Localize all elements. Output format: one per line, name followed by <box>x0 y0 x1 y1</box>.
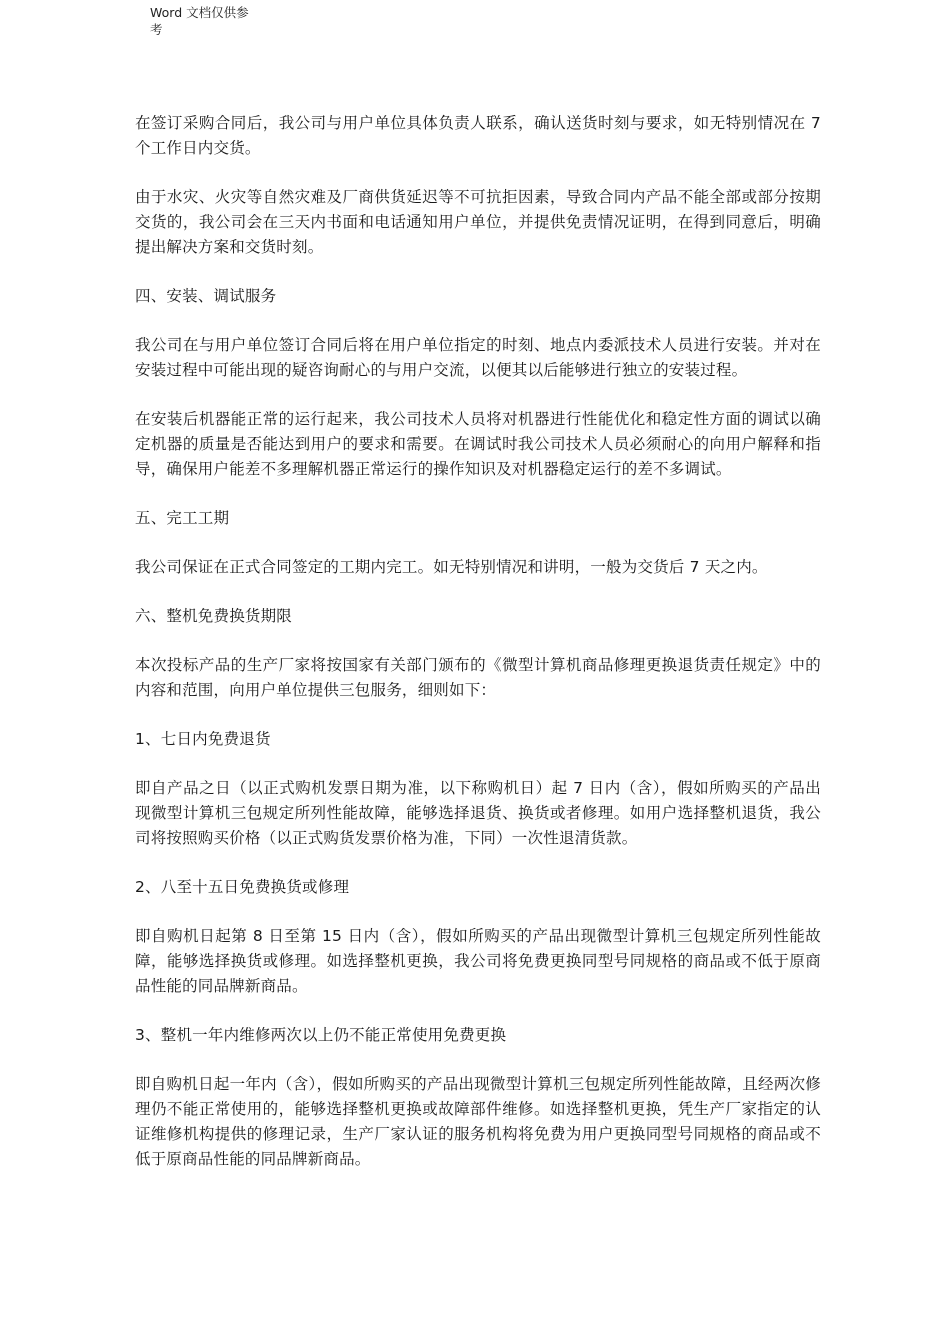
section-heading-installation: 四、安装、调试服务 <box>135 287 277 305</box>
paragraph-one-year-replacement: 即自购机日起一年内（含），假如所购买的产品出现微型计算机三包规定所列性能故障，且经两次修理仍不能正常使用的，能够选择整机更换或故障部件维修。如选择整机更换，凭生产厂家指定的认证维修机构提供的修理记录，生产厂家认证的服务机构将免费为用户更换同型号同规格的商品或不低于原商品性能的同品牌新商品。 <box>135 1075 821 1168</box>
paragraph-seven-day-return: 即自产品之日（以正式购机发票日期为准，以下称购机日）起 7 日内（含），假如所购买的产品出现微型计算机三包规定所列性能故障，能够选择退货、换货或者修理。如用户选择整机退货，我公司将按照购买价格（以正式购货发票价格为准，下同）一次性退清货款。 <box>135 779 821 847</box>
paragraph-installation: 我公司在与用户单位签订合同后将在用户单位指定的时刻、地点内委派技术人员进行安装。并对在安装过程中可能出现的疑咨询耐心的与用户交流，以便其以后能够进行独立的安装过程。 <box>135 336 821 379</box>
header-note-line-2: 考 <box>150 22 163 37</box>
paragraph-delivery-time: 在签订采购合同后，我公司与用户单位具体负责人联系，确认送货时刻与要求，如无特别情况在 7 个工作日内交货。 <box>135 114 821 157</box>
header-note <box>150 4 260 38</box>
paragraph-force-majeure: 由于水灾、火灾等自然灾难及厂商供货延迟等不可抗拒因素，导致合同内产品不能全部或部分按期交货的，我公司会在三天内书面和电话通知用户单位，并提供免责情况证明，在得到同意后，明确提出解决方案和交货时刻。 <box>135 188 821 256</box>
document-body <box>135 111 821 1196</box>
paragraph-warranty-intro: 本次投标产品的生产厂家将按国家有关部门颁布的《微型计算机商品修理更换退货责任规定》中的内容和范围，向用户单位提供三包服务，细则如下： <box>135 656 821 699</box>
subheading-one-year-replacement: 3、整机一年内维修两次以上仍不能正常使用免费更换 <box>135 1026 507 1044</box>
subheading-exchange-or-repair: 2、八至十五日免费换货或修理 <box>135 878 350 896</box>
paragraph-exchange-or-repair: 即自购机日起第 8 日至第 15 日内（含），假如所购买的产品出现微型计算机三包规定所列性能故障，能够选择换货或修理。如选择整机更换，我公司将免费更换同型号同规格的商品或不低于原商品性能的同品牌新商品。 <box>135 927 821 995</box>
header-note-line-1: Word 文档仅供参 <box>150 5 249 20</box>
section-heading-exchange-period: 六、整机免费换货期限 <box>135 607 293 625</box>
paragraph-debugging: 在安装后机器能正常的运行起来，我公司技术人员将对机器进行性能优化和稳定性方面的调试以确定机器的质量是否能达到用户的要求和需要。在调试时我公司技术人员必须耐心的向用户解释和指导，确保用户能差不多理解机器正常运行的操作知识及对机器稳定运行的差不多调试。 <box>135 410 821 478</box>
section-heading-completion: 五、完工工期 <box>135 509 230 527</box>
paragraph-completion: 我公司保证在正式合同签定的工期内完工。如无特别情况和讲明，一般为交货后 7 天之内。 <box>135 558 768 576</box>
subheading-seven-day-return: 1、七日内免费退货 <box>135 730 271 748</box>
